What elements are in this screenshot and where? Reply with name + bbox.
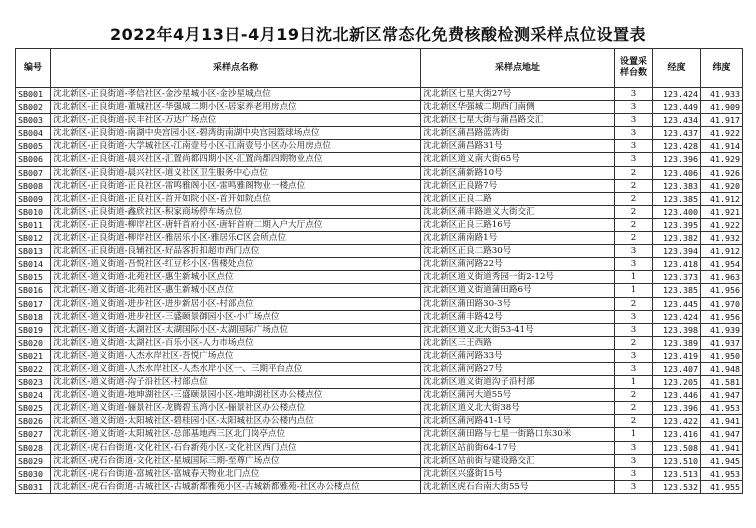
cell-lat: 41.939 [701, 323, 743, 336]
cell-address: 沈北新区蒲田路与七星一街路口东30米 [421, 428, 615, 441]
cell-lng: 123.510 [653, 454, 701, 467]
table-row [16, 389, 743, 402]
cell-count: 3 [615, 480, 653, 493]
cell-lat: 41.956 [701, 284, 743, 297]
cell-count: 3 [615, 258, 653, 271]
cell-code: SB002 [16, 101, 51, 114]
cell-name: 沈北新区-正良街道-正良社区-雷鸣雅阁小区-雷鸣雅阁物业一楼点位 [51, 179, 421, 192]
cell-count: 1 [615, 284, 653, 297]
table-row [16, 218, 743, 231]
header-lat: 纬度 [701, 49, 743, 88]
cell-lat: 41.953 [701, 467, 743, 480]
cell-count: 3 [615, 114, 653, 127]
table-row [16, 310, 743, 323]
cell-code: SB006 [16, 153, 51, 166]
table-row [16, 323, 743, 336]
cell-name: 沈北新区-道义街道-地坤湖社区-三盛颐景园小区-地坤湖社区办公楼点位 [51, 389, 421, 402]
cell-lng: 123.532 [653, 480, 701, 493]
cell-code: SB005 [16, 140, 51, 153]
table-row [16, 114, 743, 127]
cell-count: 2 [615, 297, 653, 310]
cell-count: 1 [615, 271, 653, 284]
cell-lat: 41.914 [701, 140, 743, 153]
cell-code: SB027 [16, 428, 51, 441]
cell-address: 沈北新区蒲田路30-3号 [421, 297, 615, 310]
cell-address: 沈北新区蒲昌路蓝湾街 [421, 127, 615, 140]
table-row [16, 284, 743, 297]
cell-lng: 123.513 [653, 467, 701, 480]
cell-name: 沈北新区-正良街道-南湖中央宫园小区-碧湾街南湖中央宫园篮球场点位 [51, 127, 421, 140]
cell-name: 沈北新区-正良街道-晨兴社区-道义社区卫生服务中心点位 [51, 166, 421, 179]
cell-address: 沈北新区蒲河大道55号 [421, 389, 615, 402]
cell-code: SB021 [16, 349, 51, 362]
sampling-site-table [15, 48, 743, 494]
header-count: 设置采样台数 [615, 49, 653, 88]
cell-name: 沈北新区-正良街道-大学城社区-江南壹号小区-江南壹号小区办公用房点位 [51, 140, 421, 153]
cell-lng: 123.446 [653, 389, 701, 402]
table-row [16, 232, 743, 245]
cell-lng: 123.205 [653, 376, 701, 389]
cell-count: 3 [615, 349, 653, 362]
cell-code: SB015 [16, 271, 51, 284]
cell-lat: 41.950 [701, 349, 743, 362]
cell-count: 3 [615, 88, 653, 101]
cell-name: 沈北新区-正良街道-柳岸社区-雅居乐小区-雅居乐C区会所点位 [51, 232, 421, 245]
cell-lat: 41.948 [701, 362, 743, 375]
cell-code: SB004 [16, 127, 51, 140]
table-row [16, 205, 743, 218]
cell-code: SB023 [16, 376, 51, 389]
cell-lat: 41.917 [701, 114, 743, 127]
cell-address: 沈北新区蒲丰路42号 [421, 310, 615, 323]
cell-name: 沈北新区-道义街道-吾悦社区-红豆杉小区-售楼处点位 [51, 258, 421, 271]
cell-name: 沈北新区-正良街道-正良社区-首开如院小区-首开如院点位 [51, 192, 421, 205]
cell-code: SB013 [16, 245, 51, 258]
cell-name: 沈北新区-正良街道-民丰社区-万达广场点位 [51, 114, 421, 127]
cell-code: SB026 [16, 415, 51, 428]
table-row [16, 376, 743, 389]
cell-count: 1 [615, 428, 653, 441]
cell-address: 沈北新区道义街道沟子沿村部 [421, 376, 615, 389]
cell-lng: 123.389 [653, 336, 701, 349]
cell-lat: 41.922 [701, 218, 743, 231]
cell-address: 沈北新区蒲昌路31号 [421, 140, 615, 153]
cell-lng: 123.394 [653, 245, 701, 258]
cell-code: SB030 [16, 467, 51, 480]
cell-address: 沈北新区兴盛街15号 [421, 467, 615, 480]
cell-lat: 41.921 [701, 205, 743, 218]
table-header-row [16, 49, 743, 88]
table-row [16, 179, 743, 192]
cell-name: 沈北新区-道义街道-北苑社区-惠生新城小区点位 [51, 284, 421, 297]
cell-lat: 41.920 [701, 179, 743, 192]
header-lng: 经度 [653, 49, 701, 88]
cell-code: SB007 [16, 166, 51, 179]
cell-name: 沈北新区-道义街道-北苑社区-惠生新城小区点位 [51, 271, 421, 284]
cell-count: 3 [615, 245, 653, 258]
cell-code: SB009 [16, 192, 51, 205]
cell-count: 3 [615, 310, 653, 323]
cell-count: 2 [615, 336, 653, 349]
cell-name: 沈北新区-道义街道-俪景社区-龙腾碧玉湾小区-俪景社区办公楼点位 [51, 402, 421, 415]
cell-lat: 41.945 [701, 454, 743, 467]
cell-code: SB025 [16, 402, 51, 415]
table-row [16, 297, 743, 310]
cell-lat: 41.963 [701, 271, 743, 284]
cell-address: 沈北新区七星大街与蒲昌路交汇 [421, 114, 615, 127]
table-row [16, 101, 743, 114]
cell-name: 沈北新区-道义街道-进步社区-三盛颐景御园小区-小广场点位 [51, 310, 421, 323]
cell-lat: 41.912 [701, 192, 743, 205]
cell-address: 沈北新区正良三路16号 [421, 218, 615, 231]
cell-address: 沈北新区蒲新路10号 [421, 166, 615, 179]
cell-lng: 123.395 [653, 218, 701, 231]
cell-lat: 41.970 [701, 297, 743, 310]
cell-name: 沈北新区-正良街道-孝信社区-金沙星城小区-金沙星城点位 [51, 88, 421, 101]
cell-code: SB031 [16, 480, 51, 493]
cell-lng: 123.437 [653, 127, 701, 140]
cell-address: 沈北新区正良二路 [421, 192, 615, 205]
cell-count: 3 [615, 127, 653, 140]
cell-count: 2 [615, 166, 653, 179]
cell-lng: 123.434 [653, 114, 701, 127]
cell-code: SB010 [16, 205, 51, 218]
cell-lng: 123.424 [653, 310, 701, 323]
cell-lat: 41.929 [701, 153, 743, 166]
cell-count: 3 [615, 323, 653, 336]
table-row [16, 415, 743, 428]
cell-code: SB028 [16, 441, 51, 454]
cell-lat: 41.947 [701, 428, 743, 441]
cell-name: 沈北新区-正良街道-柳岸社区-唐轩首府小区-唐轩首府二期入户大厅点位 [51, 218, 421, 231]
cell-code: SB012 [16, 232, 51, 245]
cell-code: SB024 [16, 389, 51, 402]
cell-address: 沈北新区虎石台南大街55号 [421, 480, 615, 493]
header-code: 编号 [16, 49, 51, 88]
cell-count: 2 [615, 218, 653, 231]
cell-name: 沈北新区-虎石台街道-富城社区-富城春天物业北门点位 [51, 467, 421, 480]
cell-lng: 123.428 [653, 140, 701, 153]
cell-address: 沈北新区正良二路30号 [421, 245, 615, 258]
cell-lat: 41.922 [701, 127, 743, 140]
table-row [16, 271, 743, 284]
cell-lng: 123.383 [653, 179, 701, 192]
cell-address: 沈北新区蒲南路1号 [421, 232, 615, 245]
cell-code: SB017 [16, 297, 51, 310]
cell-name: 沈北新区-正良街道-董城社区-华强城二期小区-居家养老用房点位 [51, 101, 421, 114]
table-row [16, 140, 743, 153]
cell-code: SB001 [16, 88, 51, 101]
cell-lat: 41.909 [701, 101, 743, 114]
table-row [16, 362, 743, 375]
cell-name: 沈北新区-道义街道-人杰水岸社区-吾悦广场点位 [51, 349, 421, 362]
cell-address: 沈北新区华强城二期西门南侧 [421, 101, 615, 114]
cell-address: 沈北新区蒲河路27号 [421, 362, 615, 375]
cell-name: 沈北新区-虎石台街道-文化社区-星城国际三期-至尊广场点位 [51, 454, 421, 467]
cell-lng: 123.418 [653, 258, 701, 271]
cell-lng: 123.416 [653, 428, 701, 441]
cell-count: 3 [615, 441, 653, 454]
cell-code: SB019 [16, 323, 51, 336]
cell-address: 沈北新区七星大街27号 [421, 88, 615, 101]
cell-lng: 123.419 [653, 349, 701, 362]
cell-lng: 123.382 [653, 232, 701, 245]
cell-lat: 41.941 [701, 415, 743, 428]
cell-name: 沈北新区-道义街道-沟子沿社区-村部点位 [51, 376, 421, 389]
header-name: 采样点名称 [51, 49, 421, 88]
cell-count: 2 [615, 402, 653, 415]
cell-lng: 123.385 [653, 192, 701, 205]
cell-address: 沈北新区道义北大街53-41号 [421, 323, 615, 336]
cell-lng: 123.445 [653, 297, 701, 310]
cell-name: 沈北新区-道义街道-进步社区-进步新居小区-村部点位 [51, 297, 421, 310]
table-row [16, 428, 743, 441]
cell-count: 2 [615, 205, 653, 218]
cell-address: 沈北新区道义街道秀园一街2-12号 [421, 271, 615, 284]
cell-address: 沈北新区蒲河路22号 [421, 258, 615, 271]
table-row [16, 441, 743, 454]
cell-lng: 123.385 [653, 284, 701, 297]
cell-lat: 41.926 [701, 166, 743, 179]
cell-name: 沈北新区-正良街道-良辅社区-好品客折扣超市西门点位 [51, 245, 421, 258]
cell-count: 2 [615, 232, 653, 245]
cell-lng: 123.373 [653, 271, 701, 284]
cell-name: 沈北新区-正良街道-鑫欣社区-积家商场停车场点位 [51, 205, 421, 218]
cell-count: 2 [615, 389, 653, 402]
cell-lng: 123.400 [653, 205, 701, 218]
cell-name: 沈北新区-道义街道-太湖社区-百乐小区-人力市场点位 [51, 336, 421, 349]
cell-count: 3 [615, 454, 653, 467]
cell-address: 沈北新区三王西路 [421, 336, 615, 349]
cell-lng: 123.396 [653, 402, 701, 415]
cell-count: 2 [615, 179, 653, 192]
cell-code: SB003 [16, 114, 51, 127]
table-row [16, 480, 743, 493]
cell-count: 3 [615, 101, 653, 114]
cell-lat: 41.932 [701, 232, 743, 245]
table-row [16, 166, 743, 179]
cell-lat: 41.933 [701, 88, 743, 101]
table-row [16, 349, 743, 362]
cell-address: 沈北新区蒲河路33号 [421, 349, 615, 362]
cell-address: 沈北新区正良路7号 [421, 179, 615, 192]
table-row [16, 467, 743, 480]
table-row [16, 153, 743, 166]
cell-lat: 41.947 [701, 389, 743, 402]
cell-count: 3 [615, 140, 653, 153]
cell-name: 沈北新区-道义街道-人杰水岸社区-人杰水岸小区一、三期平台点位 [51, 362, 421, 375]
cell-count: 3 [615, 362, 653, 375]
cell-name: 沈北新区-道义街道-太阳城社区-碧桂园小区-太阳城社区办公楼内点位 [51, 415, 421, 428]
cell-lat: 41.937 [701, 336, 743, 349]
cell-lat: 41.581 [701, 376, 743, 389]
cell-name: 沈北新区-道义街道-太阳城社区-总部基地西三区北门岗亭点位 [51, 428, 421, 441]
cell-lat: 41.953 [701, 402, 743, 415]
cell-code: SB014 [16, 258, 51, 271]
page-title: 2022年4月13日-4月19日沈北新区常态化免费核酸检测采样点位设置表 [110, 25, 646, 44]
cell-name: 沈北新区-虎石台街道-古城社区-古城新都雅苑小区-古城新都雅苑-社区办公楼点位 [51, 480, 421, 493]
cell-lng: 123.396 [653, 153, 701, 166]
cell-lng: 123.406 [653, 166, 701, 179]
cell-code: SB016 [16, 284, 51, 297]
cell-lng: 123.422 [653, 415, 701, 428]
cell-count: 2 [615, 192, 653, 205]
cell-lng: 123.449 [653, 101, 701, 114]
cell-code: SB018 [16, 310, 51, 323]
cell-count: 3 [615, 467, 653, 480]
cell-lat: 41.956 [701, 310, 743, 323]
table-row [16, 127, 743, 140]
table-row [16, 88, 743, 101]
cell-lng: 123.407 [653, 362, 701, 375]
cell-lat: 41.941 [701, 441, 743, 454]
table-row [16, 454, 743, 467]
cell-address: 沈北新区蒲丰路道义大街交汇 [421, 205, 615, 218]
cell-lat: 41.954 [701, 258, 743, 271]
cell-lat: 41.912 [701, 245, 743, 258]
cell-lng: 123.398 [653, 323, 701, 336]
table-row [16, 192, 743, 205]
cell-lat: 41.955 [701, 480, 743, 493]
cell-address: 沈北新区道义南大街65号 [421, 153, 615, 166]
cell-lng: 123.424 [653, 88, 701, 101]
cell-count: 3 [615, 153, 653, 166]
cell-code: SB008 [16, 179, 51, 192]
cell-code: SB020 [16, 336, 51, 349]
cell-address: 沈北新区站前街64-17号 [421, 441, 615, 454]
table-row [16, 402, 743, 415]
cell-address: 沈北新区道义街道蒲田路6号 [421, 284, 615, 297]
cell-name: 沈北新区-正良街道-晨兴社区-汇置尚都四期小区-汇置尚都四期物业点位 [51, 153, 421, 166]
table-row [16, 245, 743, 258]
cell-address: 沈北新区站前街与建设路交汇 [421, 454, 615, 467]
cell-count: 2 [615, 415, 653, 428]
cell-lng: 123.508 [653, 441, 701, 454]
table-row [16, 258, 743, 271]
cell-code: SB029 [16, 454, 51, 467]
table-row [16, 336, 743, 349]
cell-name: 沈北新区-虎石台街道-文化社区-石台新苑小区-文化社区西门点位 [51, 441, 421, 454]
cell-code: SB022 [16, 362, 51, 375]
cell-address: 沈北新区道义北大街38号 [421, 402, 615, 415]
cell-code: SB011 [16, 218, 51, 231]
cell-name: 沈北新区-道义街道-太湖社区-太湖国际小区-太湖国际广场点位 [51, 323, 421, 336]
cell-count: 1 [615, 376, 653, 389]
header-address: 采样点地址 [421, 49, 615, 88]
cell-address: 沈北新区蒲河路41-1号 [421, 415, 615, 428]
